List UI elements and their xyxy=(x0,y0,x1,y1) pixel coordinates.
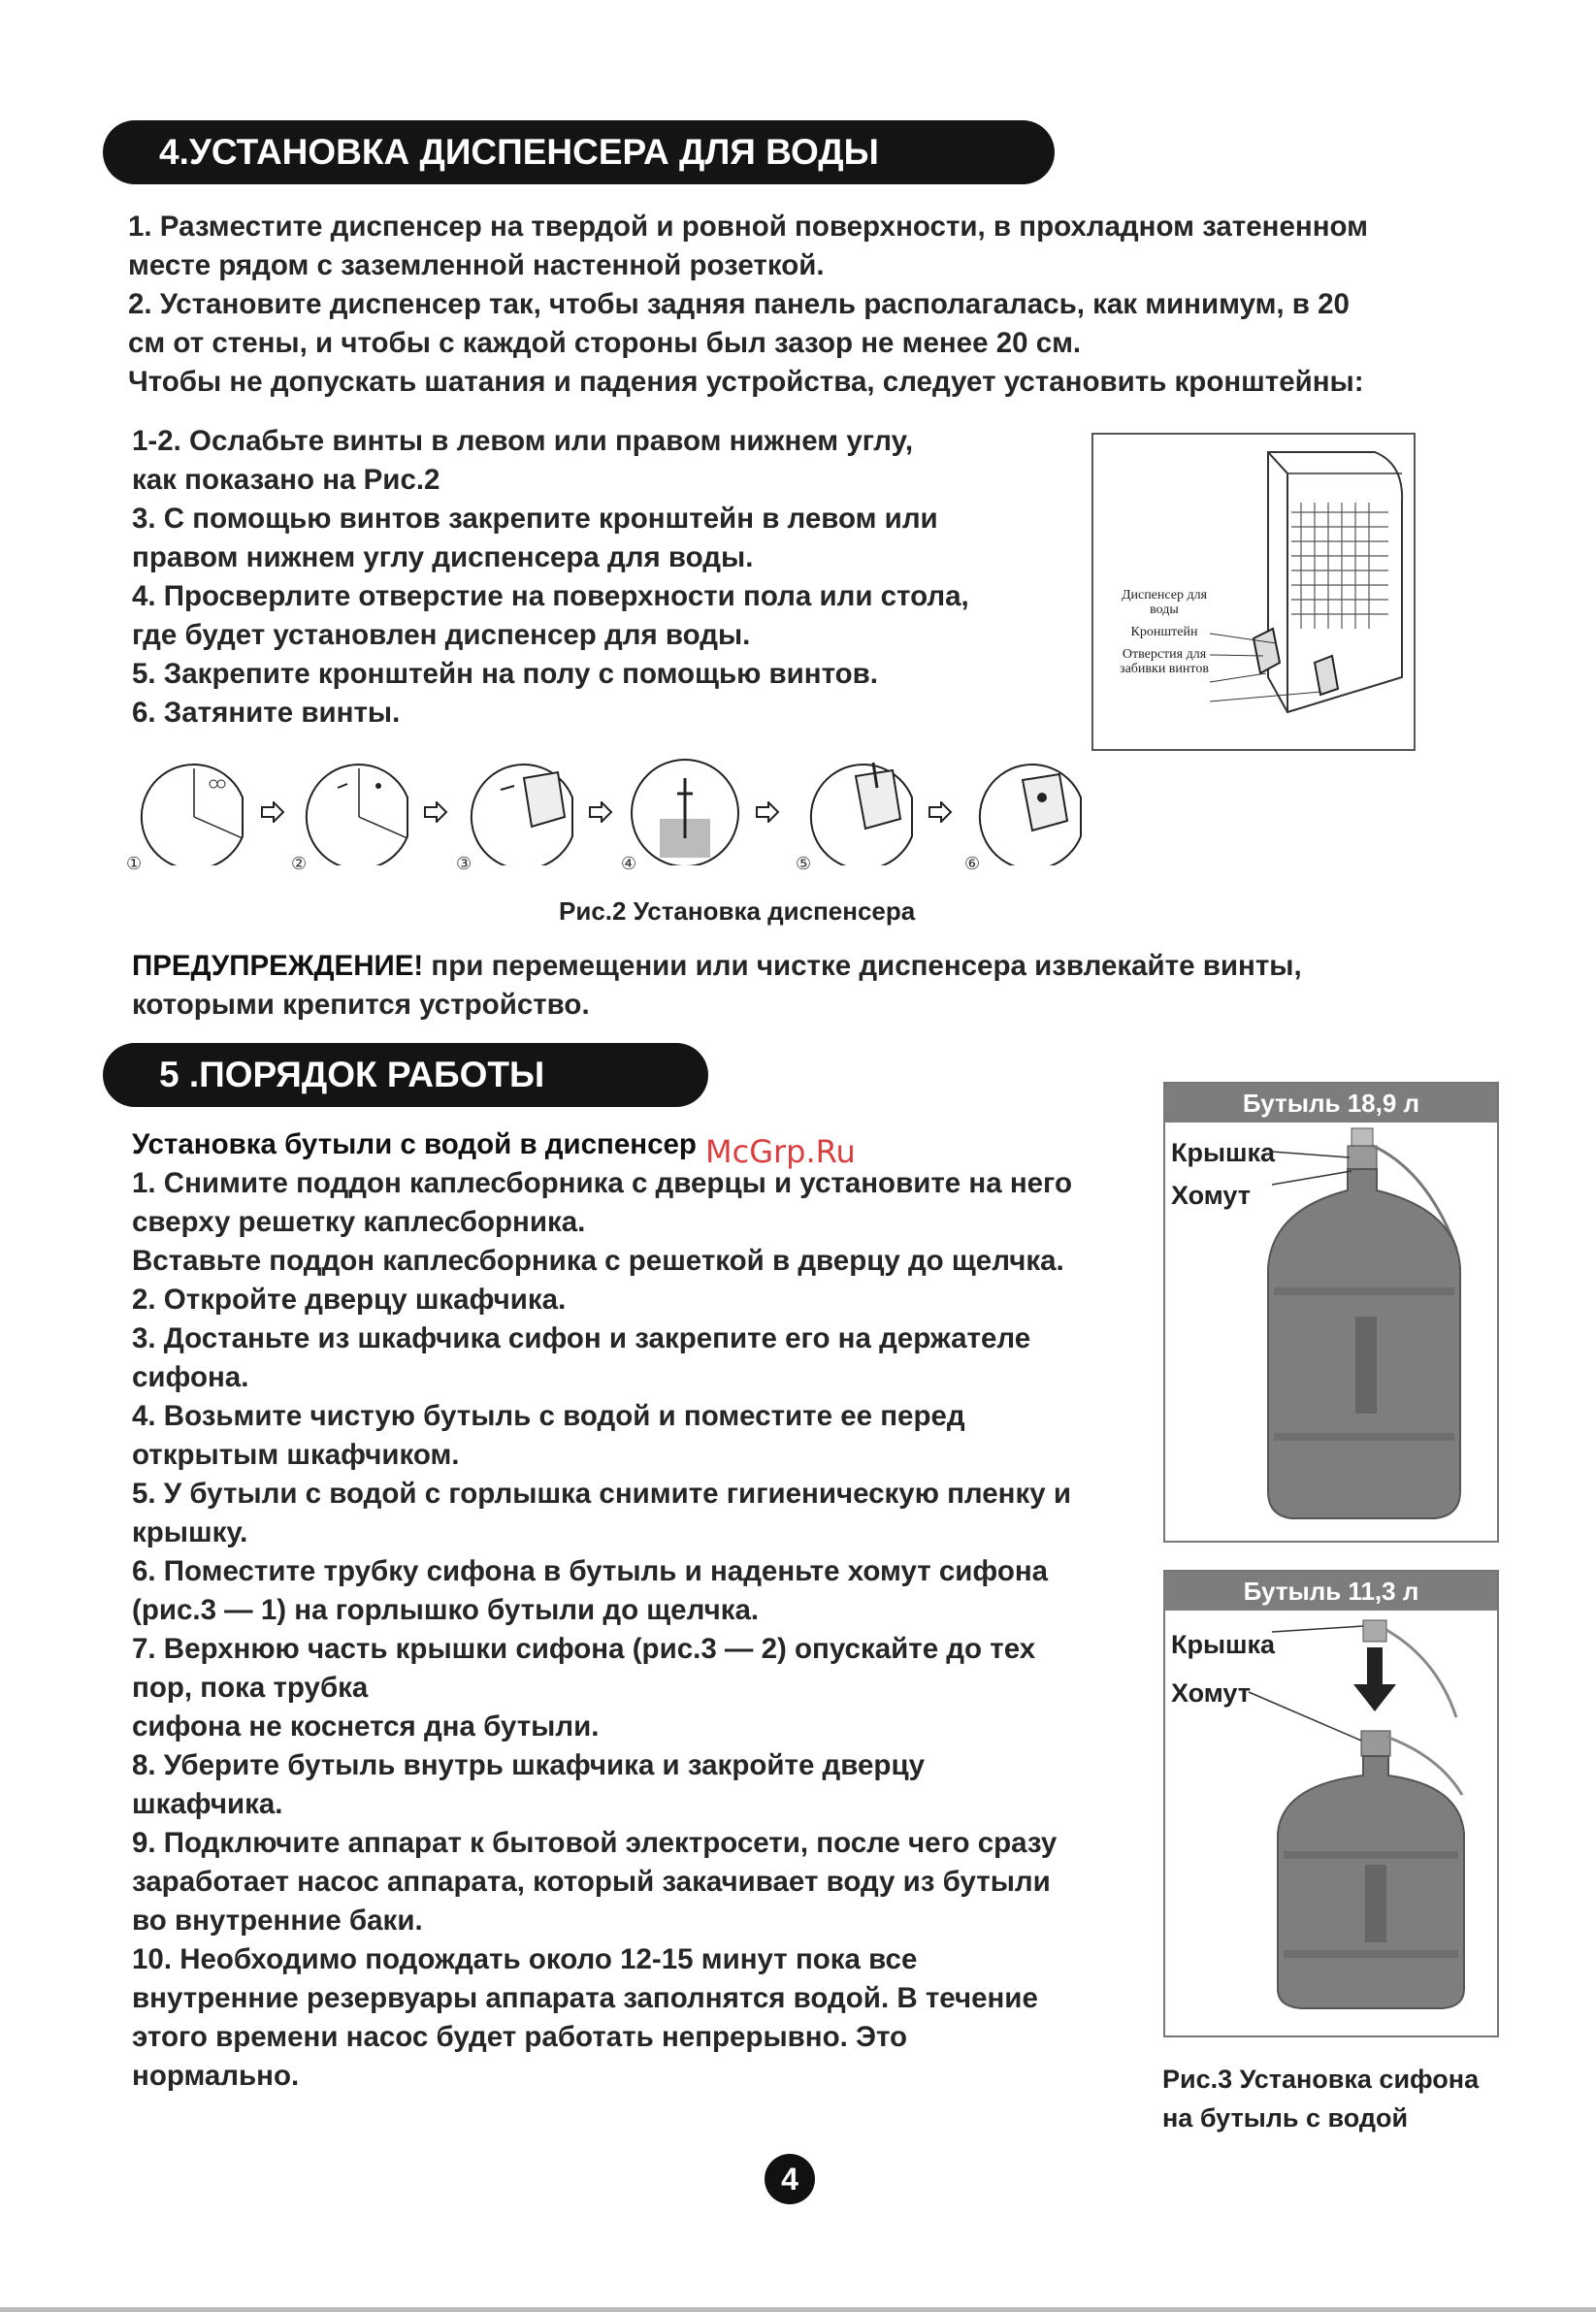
step-line: 4. Просверлите отверстие на поверхности пола или стола, xyxy=(132,580,969,612)
bottom-divider xyxy=(0,2307,1596,2312)
instruction-line: Вставьте поддон каплесборника с решеткой в дверцу до щелчка. xyxy=(132,1245,1064,1277)
instruction-line: (рис.3 — 1) на горлышко бутыли до щелчка. xyxy=(132,1594,760,1626)
step-line: 5. Закрепите кронштейн на полу с помощью винтов. xyxy=(132,658,878,690)
instruction-line: внутренние резервуары аппарата заполнятся водой. В течение xyxy=(132,1982,1038,2014)
step-number: ② xyxy=(291,854,308,873)
bottle-11-3-figure xyxy=(1163,1570,1499,2037)
bracket-label: Кронштейн xyxy=(1130,625,1198,639)
step-number: ① xyxy=(126,854,143,873)
section-5-instructions xyxy=(132,1125,1160,2096)
section-4-header xyxy=(109,120,1055,184)
step-4-circle xyxy=(621,759,757,865)
bottle-1-cap-label: Крышка xyxy=(1171,1138,1276,1167)
intro-line: см от стены, и чтобы с каждой стороны был зазор не менее 20 см. xyxy=(128,327,1082,359)
section-4-intro xyxy=(128,208,1506,402)
instruction-line: 2. Откройте дверцу шкафчика. xyxy=(132,1284,567,1316)
instruction-line: сверху решетку каплесборника. xyxy=(132,1206,586,1238)
instruction-line: сифона. xyxy=(132,1361,249,1393)
instruction-line: пор, пока трубка xyxy=(132,1672,369,1704)
subsection-title: Установка бутыли с водой в диспенсер xyxy=(132,1128,697,1160)
instruction-line: 5. У бутыли с водой с горлышка снимите гигиеническую пленку и xyxy=(132,1478,1071,1510)
bottle-18-9-figure xyxy=(1163,1082,1499,1543)
arrow-icon xyxy=(755,801,780,823)
instruction-line: 6. Поместите трубку сифона в бутыль и наденьте хомут сифона xyxy=(132,1555,1049,1587)
screw-holes-label: Отверстия для забивки винтов xyxy=(1120,647,1209,676)
step-number: ⑥ xyxy=(964,854,981,873)
instruction-line: сифона не коснется дна бутыли. xyxy=(132,1710,600,1742)
intro-line: Чтобы не допускать шатания и падения устройства, следует установить кронштейны: xyxy=(128,366,1364,398)
section-5-title: 5 .ПОРЯДОК РАБОТЫ xyxy=(159,1055,545,1094)
warning-label: ПРЕДУПРЕЖДЕНИЕ! xyxy=(132,950,424,982)
bottle-1-clamp-label: Хомут xyxy=(1171,1181,1251,1210)
intro-line: месте рядом с заземленной настенной розеткой. xyxy=(128,249,825,281)
section-4-title: 4.УСТАНОВКА ДИСПЕНСЕРА ДЛЯ ВОДЫ xyxy=(159,132,879,172)
instruction-line: нормально. xyxy=(132,2060,300,2092)
instruction-line: заработает насос аппарата, который закачивает воду из бутыли xyxy=(132,1866,1051,1898)
section-4-steps xyxy=(132,422,1063,733)
step-number: ⑤ xyxy=(796,854,812,873)
step-number: ④ xyxy=(621,854,637,873)
instruction-line: 10. Необходимо подождать около 12-15 минут пока все xyxy=(132,1943,918,1975)
figure-3-caption xyxy=(1162,2060,1479,2137)
figure-3-caption-line-1: Рис.3 Установка сифона xyxy=(1162,2065,1480,2094)
step-line: 1-2. Ослабьте винты в левом или правом нижнем углу, xyxy=(132,425,914,457)
instruction-line: открытым шкафчиком. xyxy=(132,1439,460,1471)
figure-2-caption: Рис.2 Установка диспенсера xyxy=(559,896,916,926)
instruction-line: шкафчика. xyxy=(132,1788,283,1820)
instruction-line: крышку. xyxy=(132,1516,248,1548)
bottle-2-title: Бутыль 11,3 л xyxy=(1165,1572,1497,1611)
bottle-2-clamp-label: Хомут xyxy=(1171,1678,1251,1708)
instruction-line: 8. Уберите бутыль внутрь шкафчика и закройте дверцу xyxy=(132,1749,925,1781)
intro-line: 1. Разместите диспенсер на твердой и ровной поверхности, в прохладном затененном xyxy=(128,211,1368,243)
step-1-circle xyxy=(126,759,262,865)
bottle-1-title: Бутыль 18,9 л xyxy=(1165,1084,1497,1123)
instruction-line: 4. Возьмите чистую бутыль с водой и поместите ее перед xyxy=(132,1400,965,1432)
step-6-circle xyxy=(964,759,1100,865)
instruction-line: во внутренние баки. xyxy=(132,1905,423,1937)
arrow-icon xyxy=(260,801,285,823)
step-line: 3. С помощью винтов закрепите кронштейн в левом или xyxy=(132,503,938,535)
bottle-2-cap-label: Крышка xyxy=(1171,1630,1276,1659)
warning-text-2: которыми крепится устройство. xyxy=(132,989,590,1021)
step-number: ③ xyxy=(456,854,472,873)
step-line: 6. Затяните винты. xyxy=(132,697,401,729)
watermark: McGrp.Ru xyxy=(705,1133,856,1170)
warning-text: при перемещении или чистке диспенсера извлекайте винты, xyxy=(423,950,1302,982)
dispenser-label: Диспенсер для воды xyxy=(1121,588,1208,617)
instruction-line: этого времени насос будет работать непрерывно. Это xyxy=(132,2021,908,2053)
instruction-line: 7. Верхнюю часть крышки сифона (рис.3 — 2) опускайте до тех xyxy=(132,1633,1036,1665)
dispenser-bracket-figure xyxy=(1091,433,1416,751)
step-3-circle xyxy=(456,759,592,865)
small-bottle-icon xyxy=(1165,1611,1497,2037)
step-5-circle xyxy=(796,759,931,865)
warning-paragraph xyxy=(132,947,1510,1025)
section-5-header xyxy=(109,1043,708,1107)
intro-line: 2. Установите диспенсер так, чтобы задняя панель располагалась, как минимум, в 20 xyxy=(128,288,1350,320)
step-2-circle xyxy=(291,759,427,865)
arrow-icon xyxy=(423,801,448,823)
step-line: как показано на Рис.2 xyxy=(132,464,440,496)
figure-3-caption-line-2: на бутыль с водой xyxy=(1162,2103,1409,2133)
step-line: правом нижнем углу диспенсера для воды. xyxy=(132,541,754,573)
step-line: где будет установлен диспенсер для воды. xyxy=(132,619,751,651)
instruction-line: 9. Подключите аппарат к бытовой электросети, после чего сразу xyxy=(132,1827,1058,1859)
instruction-line: 1. Снимите поддон каплесборника с дверцы и установите на него xyxy=(132,1167,1072,1199)
instruction-line: 3. Достаньте из шкафчика сифон и закрепите его на держателе xyxy=(132,1322,1031,1354)
arrow-icon xyxy=(928,801,953,823)
page-number-badge: 4 xyxy=(765,2154,815,2204)
arrow-icon xyxy=(588,801,613,823)
